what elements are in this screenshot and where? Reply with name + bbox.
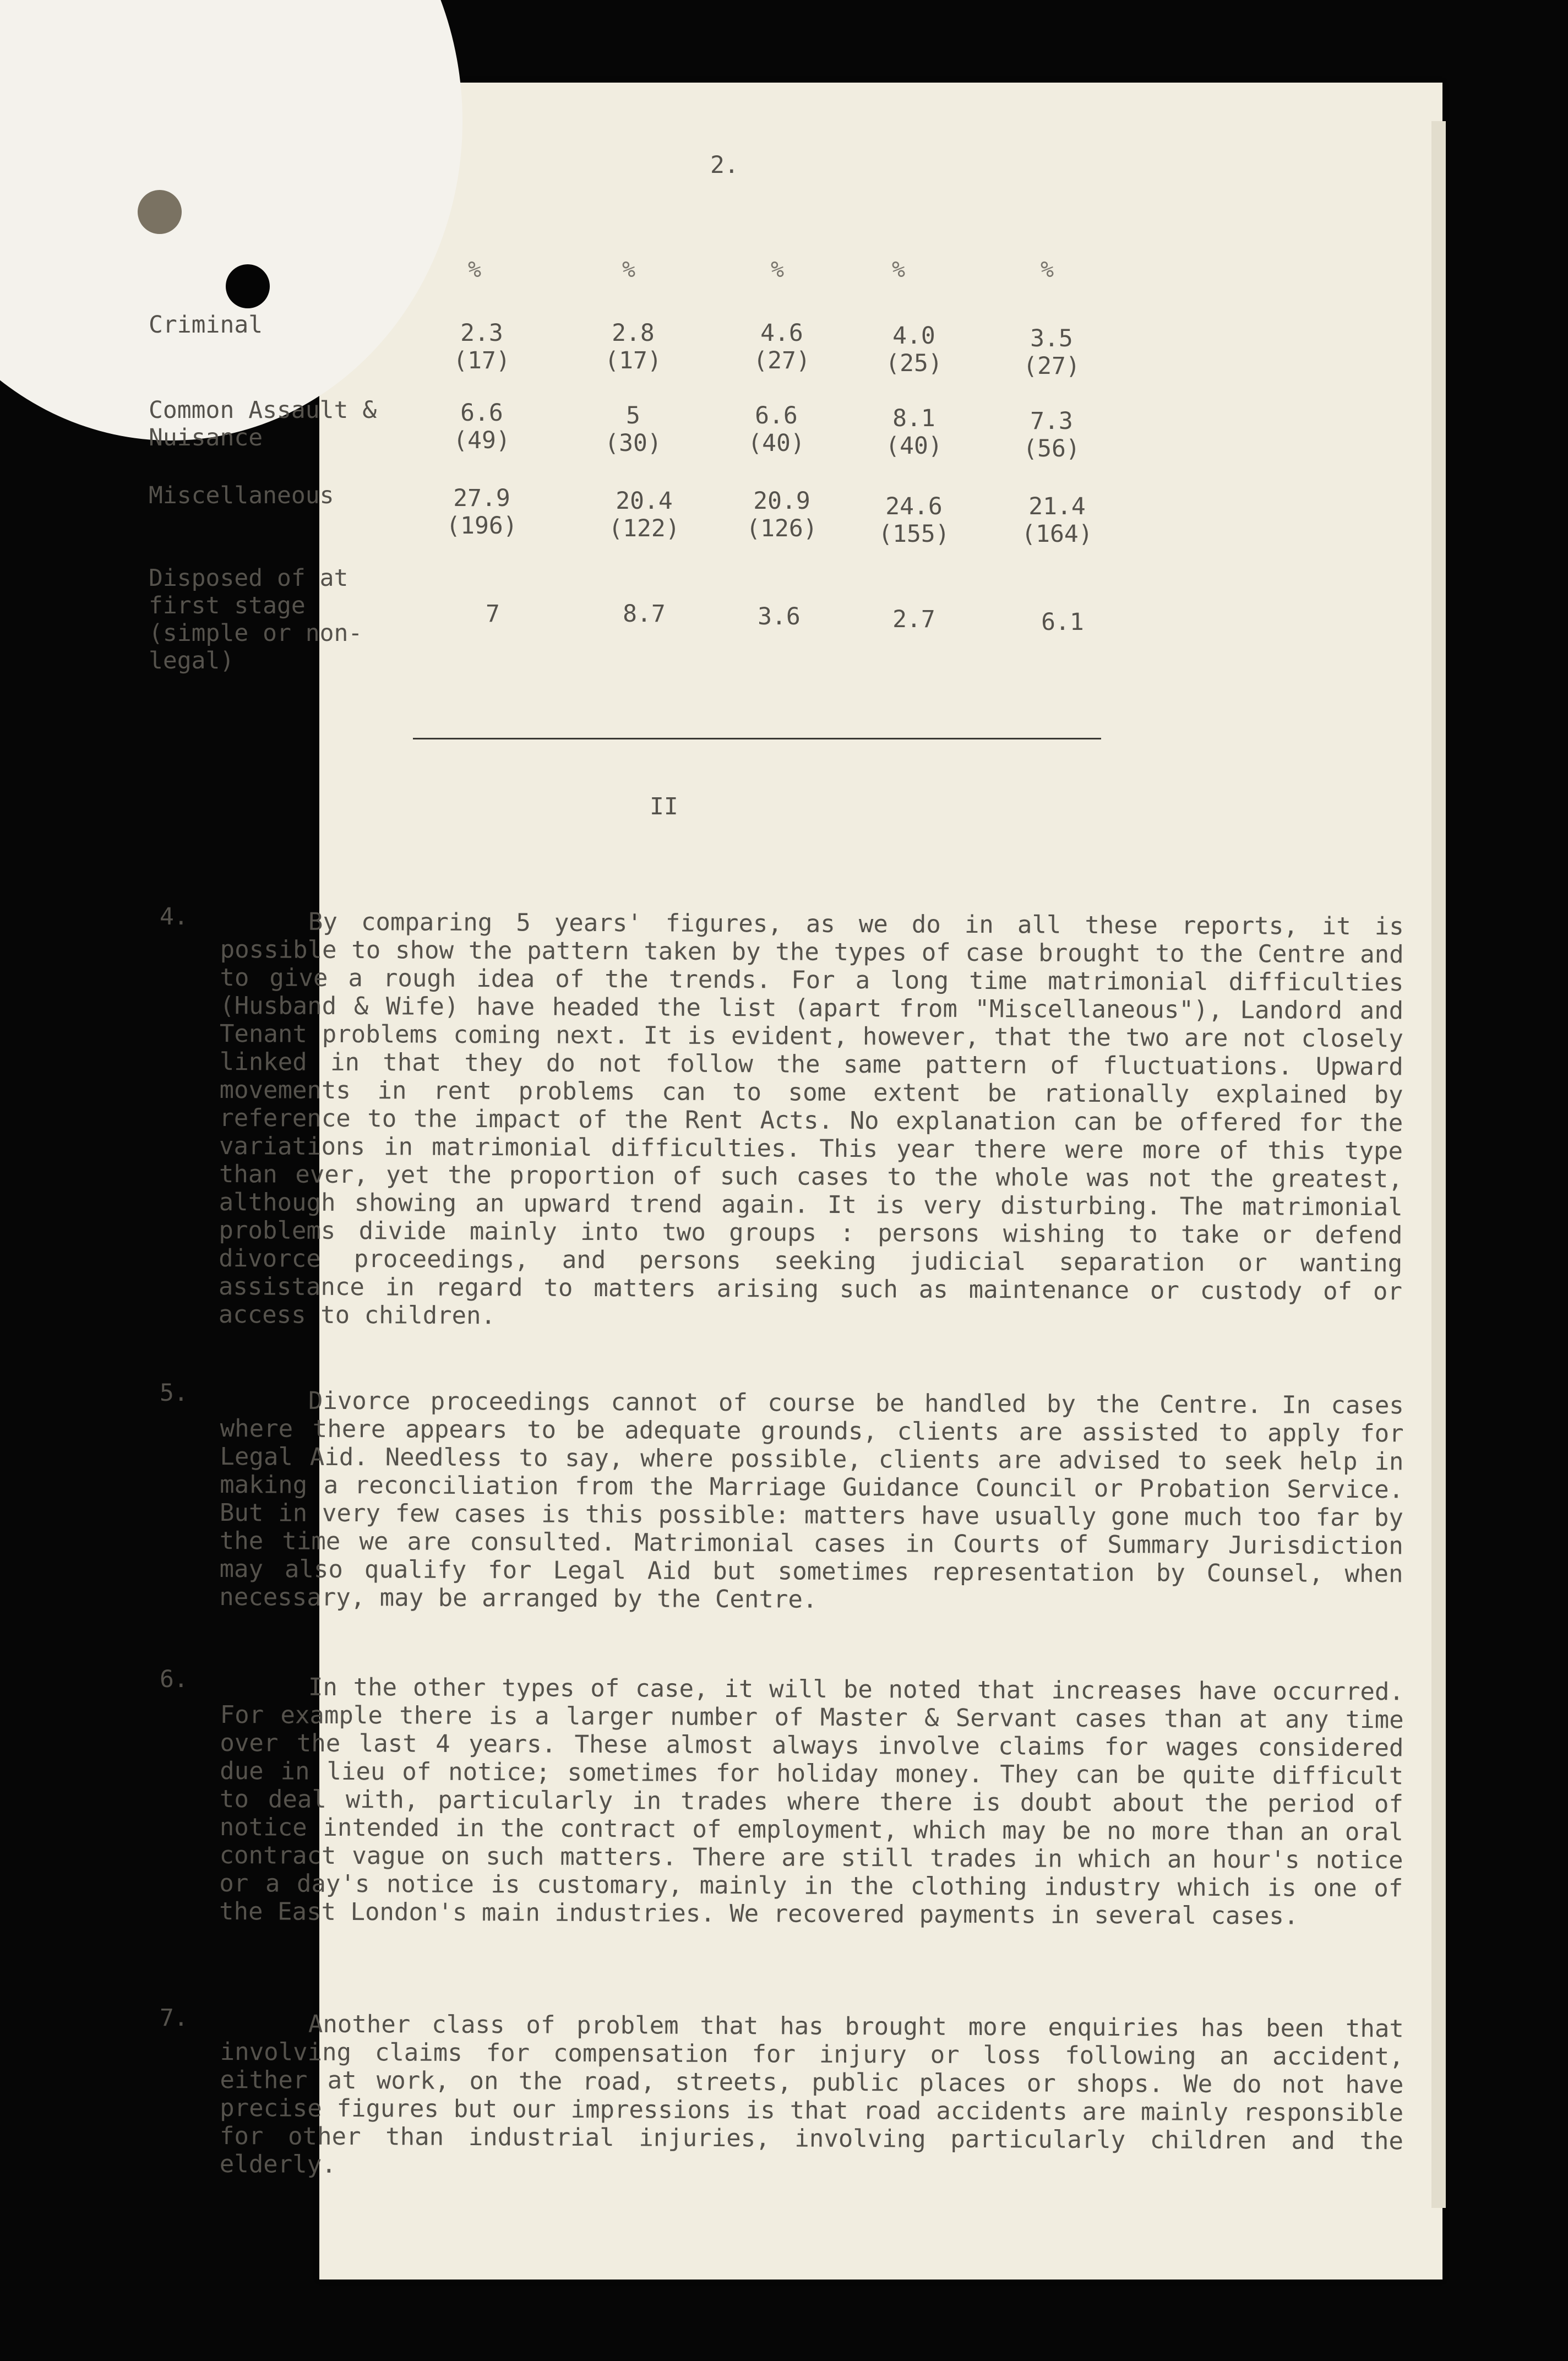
paragraph: Divorce proceedings cannot of course be handled by the Centre. In cases where there appears to be adequate grounds, clients are assisted to apply for Legal Aid. Needless to say, where possible, clients are advised to seek help in making a reconciliation from the Marriage Guidance Council or Probation Service. But in very few cases is this possible: matters have usually gone much too far by the time we are consulted. Matrimonial cases in Courts of Summary Jurisdiction may also qualify for Legal Aid but sometimes representation by Counsel, when necessary, may be arranged by the Centre.: [219, 1386, 1404, 1614]
row-label: Criminal: [149, 311, 263, 339]
paragraph: Another class of problem that has brought more enquiries has been that involving claims for compensation for injury or loss following an accident, either at work, on the road, streets, public places or shops. We do not have precise figures but our impressions is that road accidents are mainly responsible for other than industrial injuries, involving particularly children and the elderly.: [219, 2010, 1404, 2179]
table-cell: 6.6 (40): [748, 402, 805, 457]
table-cell: 6.1: [1041, 608, 1084, 636]
table-cell: 2.3 (17): [453, 319, 510, 374]
table-cell: 24.6 (155): [878, 493, 950, 548]
table-cell: 8.1 (40): [885, 405, 943, 460]
table-cell: 4.0 (25): [885, 322, 943, 377]
percent-header: %: [622, 257, 636, 282]
row-label: Miscellaneous: [149, 482, 334, 509]
table-cell: 4.6 (27): [753, 319, 810, 374]
percent-header: %: [771, 257, 785, 282]
punch-hole-dark: [226, 264, 270, 308]
percent-header: %: [468, 257, 482, 282]
table-cell: 21.4 (164): [1021, 493, 1093, 548]
section-heading: II: [650, 793, 678, 820]
table-cell: 2.8 (17): [605, 319, 662, 374]
paragraph-number: 4.: [160, 903, 188, 931]
table-cell: 5 (30): [605, 402, 662, 457]
row-label: Common Assault & Nuisance: [149, 396, 377, 451]
table-cell: 7.3 (56): [1023, 407, 1080, 463]
row-label: Disposed of at first stage (simple or non-legal): [149, 564, 363, 674]
table-cell: 6.6 (49): [453, 399, 510, 454]
table-cell: 27.9 (196): [446, 485, 518, 540]
percent-header: %: [1041, 257, 1054, 282]
table-cell: 8.7: [623, 600, 666, 628]
table-cell: 3.5 (27): [1023, 325, 1080, 380]
paragraph-number: 5.: [160, 1379, 188, 1407]
paragraph-number: 7.: [160, 2004, 188, 2032]
punch-hole: [138, 190, 182, 234]
paragraph: By comparing 5 years' figures, as we do in all these reports, it is possible to show the pattern taken by the types of case brought to the Centre and to give a rough idea of the trends. For a long time matrimonial difficulties (Husband & Wife) have headed the list (apart from "Miscellaneous"), Landord and Tenant problems coming next. It is evident, however, that the two are not closely linked in that they do not follow the same pattern of fluctuations. Upward movements in rent problems can to some extent be rationally explained by reference to the impact of the Rent Acts. No explanation can be offered for the variations in matrimonial difficulties. This year there were more of this type than ever, yet the proportion of such cases to the whole was not the greatest, although showing an upward trend again. It is very disturbing. The matrimonial problems divide mainly into two groups : persons wishing to take or defend divorce proceedings, and persons seeking judicial separation or wanting assistance in regard to matters arising such as maintenance or custody of or access to children.: [218, 907, 1404, 1330]
table-cell: 20.9 (126): [746, 487, 818, 542]
page-edge: [1431, 121, 1446, 2208]
table-cell: 3.6: [758, 603, 801, 630]
table-cell: 7: [486, 600, 500, 628]
table-cell: 2.7: [892, 606, 935, 633]
percent-header: %: [892, 257, 906, 282]
paragraph: In the other types of case, it will be noted that increases have occurred. For example there is a larger number of Master & Servant cases than at any time over the last 4 years. These almost always involve claims for wages considered due in lieu of notice; sometimes for holiday money. They can be quite difficult to deal with, particularly in trades where there is doubt about the period of notice intended in the contract of employment, which may be no more than an oral contract vague on such matters. There are still trades in which an hour's notice or a day's notice is customary, mainly in the clothing industry which is one of the East London's main industries. We recovered payments in several cases.: [219, 1673, 1404, 1930]
page-number: 2.: [710, 151, 739, 179]
horizontal-rule: [413, 738, 1101, 739]
table-cell: 20.4 (122): [608, 487, 680, 542]
paragraph-number: 6.: [160, 1666, 188, 1693]
